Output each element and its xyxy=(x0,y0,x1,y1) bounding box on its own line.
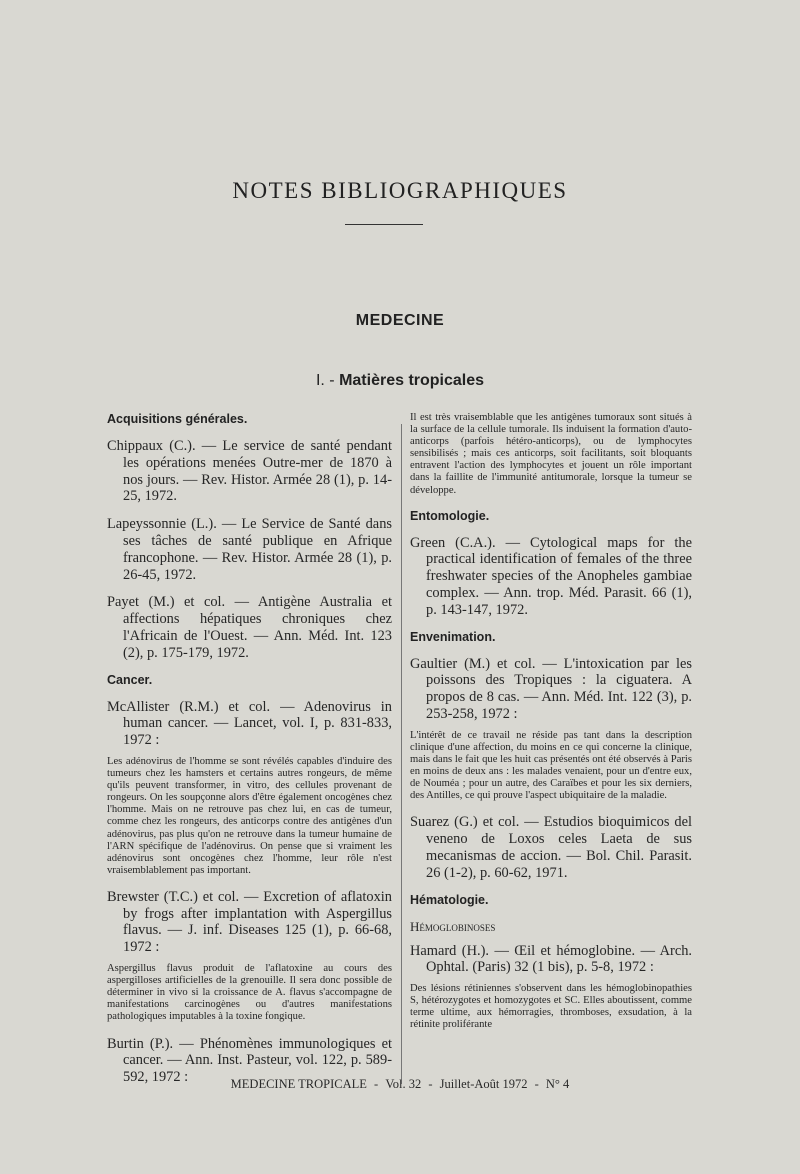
category-heading: Cancer. xyxy=(107,672,153,687)
category-heading: Acquisitions générales. xyxy=(107,412,248,426)
bibliography-entry: Lapeyssonnie (L.). — Le Service de Santé dans ses tâches de santé publique en Afrique francophone. — Rev. Histor. Armée 28 (1), p. 26-45, 1972. xyxy=(107,516,392,583)
entry-abstract: Il est très vraisemblable que les antigènes tumoraux sont situés à la surface de la cellule tumorale. Ils induisent la formation d'auto-anticorps (parfois hétéro-anticorps), ou de lymphocytes sensibilisés ; mais ces anticorps, soit facilitants, soit bloquants entravent l'action des lymphocytes et jouent un rôle important dans la faillite de l'immunité antitumorale, lorsque la tumeur se développe. xyxy=(410,412,692,496)
footer-separator: - xyxy=(534,1077,539,1091)
bibliography-entry: Gaultier (M.) et col. — L'intoxication par les poissons des Tropiques : la ciguatera. A propos de 8 cas. — Ann. Méd. Int. 122 (3), p. 253-258, 1972 : xyxy=(410,655,692,723)
entry-abstract: Les adénovirus de l'homme se sont révélés capables d'induire des tumeurs chez les hamsters et certains autres rongeurs, de même qu'ils peuvent transformer, in vitro, des cellules provenant de rongeurs. On les soupçonne alors d'être également oncogènes chez l'homme. Mais on ne retrouve pas chez lui, en cas de tumeur, comme chez les rongeurs, des anticorps contre des antigènes d'un adénovirus, pas plus qu'on ne retrouve dans la tumeur humaine de l'ARN spécifique de l'adénovirus. On pense que si vraiment les adénovirus sont oncogènes chez l'homme, leur rôle n'est vraisemblablement pas important. xyxy=(107,755,392,876)
bibliography-entry: Chippaux (C.). — Le service de santé pendant les opérations menées Outre-mer de 1870 à nos jours. — Rev. Histor. Armée 28 (1), p. 14-25, 1972. xyxy=(107,438,392,505)
bibliography-entry: Brewster (T.C.) et col. — Excretion of aflatoxin by frogs after implantation with Aspergillus flavus. — J. inf. Diseases 125 (1), p. 66-68, 1972 : xyxy=(107,888,392,956)
category-heading: Hématologie. xyxy=(410,892,489,907)
bibliography-entry: Payet (M.) et col. — Antigène Australia et affections hépatiques chroniques chez l'Africain de l'Ouest. — Ann. Méd. Int. 123 (2), p. 175-179, 1972. xyxy=(107,594,392,661)
column-divider xyxy=(401,424,402,1084)
entry-abstract: Aspergillus flavus produit de l'aflatoxine au cours des aspergilloses artificielles de la grenouille. Il sera donc possible de déterminer in vivo si la croissance de A. flavus s'accompagne de manifestations carcinogènes ou d'autres manifestations pathologiques imputables à la toxine fongique. xyxy=(107,963,392,1023)
footer-number: N° 4 xyxy=(545,1077,570,1091)
bibliography-entry: Burtin (P.). — Phénomènes immunologiques et cancer. — Ann. Inst. Pasteur, vol. 122, p. 589-592, 1972 : xyxy=(107,1035,392,1086)
bibliography-entry: McAllister (R.M.) et col. — Adenovirus in human cancer. — Lancet, vol. I, p. 831-833, 1972 : xyxy=(107,698,392,749)
page-footer xyxy=(0,1077,800,1092)
title-divider xyxy=(345,224,423,225)
footer-separator: - xyxy=(428,1077,433,1091)
bibliography-entry: Hamard (H.). — Œil et hémoglobine. — Arch. Ophtal. (Paris) 32 (1 bis), p. 5-8, 1972 : xyxy=(410,942,692,976)
left-column xyxy=(107,412,392,1097)
bibliography-entry: Green (C.A.). — Cytological maps for the practical identification of females of the three freshwater species of the Anopheles gambiae complex. — Ann. trop. Méd. Parasit. 66 (1), p. 143-147, 1972. xyxy=(410,534,692,618)
right-column xyxy=(410,412,692,1044)
subsection-title xyxy=(0,372,800,390)
footer-journal: MEDECINE TROPICALE xyxy=(230,1077,367,1091)
footer-date: Juillet-Août 1972 xyxy=(439,1077,528,1091)
section-title: MEDECINE xyxy=(355,312,445,329)
category-heading: Entomologie. xyxy=(410,508,490,523)
category-heading: Envenimation. xyxy=(410,629,496,644)
subsection-number: I. - xyxy=(315,372,335,389)
subcategory-heading: Hémoglobinoses xyxy=(410,918,496,934)
page-title: NOTES BIBLIOGRAPHIQUES xyxy=(232,178,568,203)
bibliography-entry: Suarez (G.) et col. — Estudios bioquimicos del veneno de Loxos celes Laeta de sus mecanismas de accion. — Bol. Chil. Parasit. 26 (1-2), p. 60-62, 1971. xyxy=(410,814,692,881)
footer-volume: Vol. 32 xyxy=(385,1077,422,1091)
subsection-label: Matières tropicales xyxy=(339,372,485,389)
footer-separator: - xyxy=(374,1077,379,1091)
entry-abstract: L'intérêt de ce travail ne réside pas tant dans la description clinique d'une affection, du moins en ce qui concerne la clinique, mais dans le fait que les huit cas présentés ont été observés à Paris en moins de deux ans : les malades venaient, pour un d'entre eux, de Nouméa ; pour un autre, des Caraïbes et pour les six derniers, des Antilles, ce qui prouve l'aspect ubiquitaire de la maladie. xyxy=(410,729,692,802)
entry-abstract: Des lésions rétiniennes s'observent dans les hémoglobinopathies S, hétérozygotes et homozygotes et SC. Elles aboutissent, comme terme ultime, aux hémorragies, thromboses, exsudation, à la rétinite proliférante xyxy=(410,983,692,1031)
